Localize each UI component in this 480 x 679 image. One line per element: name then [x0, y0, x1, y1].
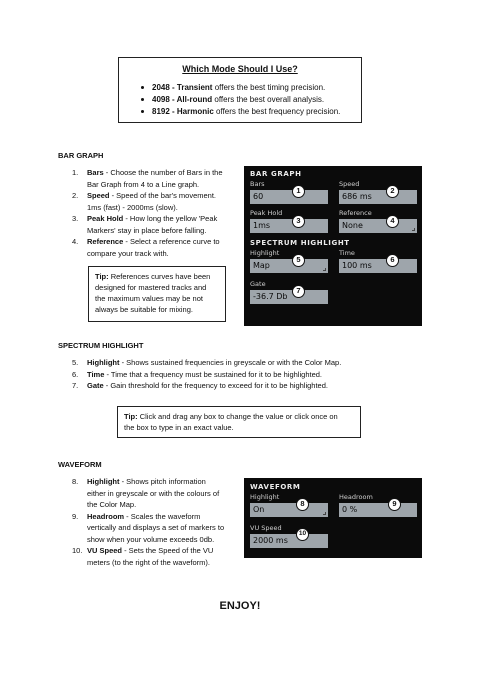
item-term: Highlight	[87, 477, 120, 486]
item-number: 4.	[72, 237, 79, 246]
bullet-icon	[141, 110, 144, 113]
peak-hold-label: Peak Hold	[250, 209, 283, 217]
highlight-label: Highlight	[250, 249, 280, 257]
tip-label: Tip:	[95, 272, 109, 281]
gate-label: Gate	[250, 280, 266, 288]
list-item	[72, 167, 242, 190]
item-text: - Speed of the bar's movement.	[109, 191, 217, 200]
tip-text: References curves have been	[108, 272, 211, 281]
tip-box-click-drag	[117, 406, 361, 438]
tip-label: Tip:	[124, 412, 138, 421]
headroom-label: Headroom	[339, 493, 373, 501]
time-label: Time	[339, 249, 355, 257]
gate-field[interactable]: -36.7 Db	[250, 290, 328, 304]
mode-info-title: Which Mode Should I Use?	[182, 64, 298, 74]
mode-name: 8192 - Harmonic	[152, 107, 214, 116]
mode-desc: offers the best frequency precision.	[213, 107, 341, 116]
tip-text: Click and drag any box to change the value or click once on	[137, 412, 338, 421]
list-item	[72, 190, 242, 213]
item-term: Reference	[87, 237, 124, 246]
item-number: 6.	[72, 369, 79, 379]
dropdown-corner-icon	[323, 268, 326, 271]
mode-info-box	[118, 57, 362, 123]
item-text: show when your volume exceeds 0db.	[87, 534, 215, 544]
tip-text: always be suitable for mixing.	[95, 305, 193, 314]
item-text: - Choose the number of Bars in the	[103, 168, 223, 177]
callout-badge-7: 7	[292, 285, 305, 298]
item-term: VU Speed	[87, 546, 123, 555]
list-item	[72, 357, 392, 369]
item-text: vertically and displays a set of markers to	[87, 523, 225, 532]
mode-desc: offers the best timing precision.	[212, 83, 326, 92]
item-term: Bars	[87, 168, 104, 177]
item-term: Gate	[87, 381, 104, 390]
panel-title-bar-graph: BAR GRAPH	[250, 170, 302, 178]
time-field[interactable]: 100 ms	[339, 259, 417, 273]
callout-badge-9: 9	[388, 498, 401, 511]
mode-name: 4098 - All-round	[152, 95, 213, 104]
item-text: - Select a reference curve to	[123, 237, 220, 246]
list-item	[72, 511, 244, 546]
item-text: either in greyscale or with the colours of	[87, 488, 220, 498]
callout-badge-2: 2	[386, 185, 399, 198]
item-number: 9.	[72, 511, 79, 521]
spectrum-list	[72, 357, 392, 392]
item-text: compare your track with.	[87, 248, 169, 258]
bar-graph-list	[72, 167, 242, 259]
wf-highlight-value: On	[250, 503, 328, 517]
item-text: - Gain threshold for the frequency to exceed for it to be highlighted.	[103, 381, 328, 390]
peak-hold-field[interactable]: 1ms	[250, 219, 328, 233]
item-text: - Shows pitch information	[119, 477, 206, 486]
reference-value: None	[339, 219, 417, 233]
item-number: 2.	[72, 191, 79, 200]
item-text: 1ms (fast) - 2000ms (slow).	[87, 202, 178, 212]
callout-badge-5: 5	[292, 254, 305, 267]
mode-item	[141, 94, 361, 106]
list-item	[72, 380, 392, 392]
callout-badge-4: 4	[386, 215, 399, 228]
callout-badge-6: 6	[386, 254, 399, 267]
tip-text: the maximum values may be not	[95, 294, 203, 303]
item-text: - Shows sustained frequencies in greyscale or with the Color Map.	[119, 358, 342, 367]
list-item	[72, 476, 244, 511]
mode-list	[141, 82, 361, 118]
item-text: - Sets the Speed of the VU	[122, 546, 214, 555]
bullet-icon	[141, 98, 144, 101]
dropdown-corner-icon	[323, 512, 326, 515]
headroom-field[interactable]: 0 %	[339, 503, 417, 517]
item-term: Speed	[87, 191, 110, 200]
callout-badge-10: 10	[296, 528, 309, 541]
item-term: Peak Hold	[87, 214, 124, 223]
item-number: 10.	[72, 546, 83, 555]
mode-name: 2048 - Transient	[152, 83, 213, 92]
bars-field[interactable]: 60	[250, 190, 328, 204]
callout-badge-1: 1	[292, 185, 305, 198]
bars-label: Bars	[250, 180, 265, 188]
highlight-dropdown[interactable]	[250, 259, 328, 273]
panel-title-waveform: WAVEFORM	[250, 483, 301, 491]
reference-label: Reference	[339, 209, 372, 217]
enjoy-footer: ENJOY!	[219, 600, 261, 612]
wf-highlight-label: Highlight	[250, 493, 280, 501]
item-number: 8.	[72, 477, 79, 486]
list-item	[72, 213, 242, 236]
highlight-value: Map	[250, 259, 328, 273]
item-text: Markers' stay in place before falling.	[87, 225, 207, 235]
bar-graph-settings-panel	[244, 166, 422, 326]
item-text: the Color Map.	[87, 500, 137, 509]
waveform-settings-panel	[244, 478, 422, 558]
callout-badge-3: 3	[292, 215, 305, 228]
section-heading-bar-graph: BAR GRAPH	[58, 151, 104, 160]
item-text: - Time that a frequency must be sustained for it to be highlighted.	[104, 369, 322, 379]
wf-highlight-dropdown[interactable]	[250, 503, 328, 517]
item-number: 3.	[72, 214, 79, 223]
reference-dropdown[interactable]	[339, 219, 417, 233]
item-term: Time	[87, 369, 105, 379]
tip-text: designed for mastered tracks and	[95, 283, 207, 292]
list-item	[72, 545, 244, 568]
tip-text: the box to type in an exact value.	[124, 423, 234, 432]
callout-badge-8: 8	[296, 498, 309, 511]
item-text: meters (to the right of the waveform).	[87, 557, 210, 567]
panel-title-spectrum-highlight: SPECTRUM HIGHLIGHT	[250, 239, 350, 247]
item-number: 5.	[72, 358, 79, 367]
item-term: Headroom	[87, 511, 125, 521]
dropdown-corner-icon	[412, 228, 415, 231]
item-number: 1.	[72, 168, 79, 177]
item-text: - How long the yellow 'Peak	[123, 214, 218, 223]
bullet-icon	[141, 86, 144, 89]
speed-label: Speed	[339, 180, 360, 188]
section-heading-waveform: WAVEFORM	[58, 460, 102, 469]
item-text: Bar Graph from 4 to a Line graph.	[87, 179, 200, 189]
item-text: - Scales the waveform	[124, 511, 201, 521]
mode-item	[141, 82, 361, 94]
mode-desc: offers the best overall analysis.	[212, 95, 325, 104]
vu-speed-label: VU Speed	[250, 524, 282, 532]
vu-speed-field[interactable]: 2000 ms	[250, 534, 328, 548]
waveform-list	[72, 476, 244, 568]
tip-box-references	[88, 266, 226, 322]
item-number: 7.	[72, 381, 79, 390]
speed-field[interactable]: 686 ms	[339, 190, 417, 204]
item-term: Highlight	[87, 358, 120, 367]
list-item	[72, 369, 392, 381]
list-item	[72, 236, 242, 259]
section-heading-spectrum-highlight: SPECTRUM HIGHLIGHT	[58, 341, 144, 350]
mode-item	[141, 106, 361, 118]
